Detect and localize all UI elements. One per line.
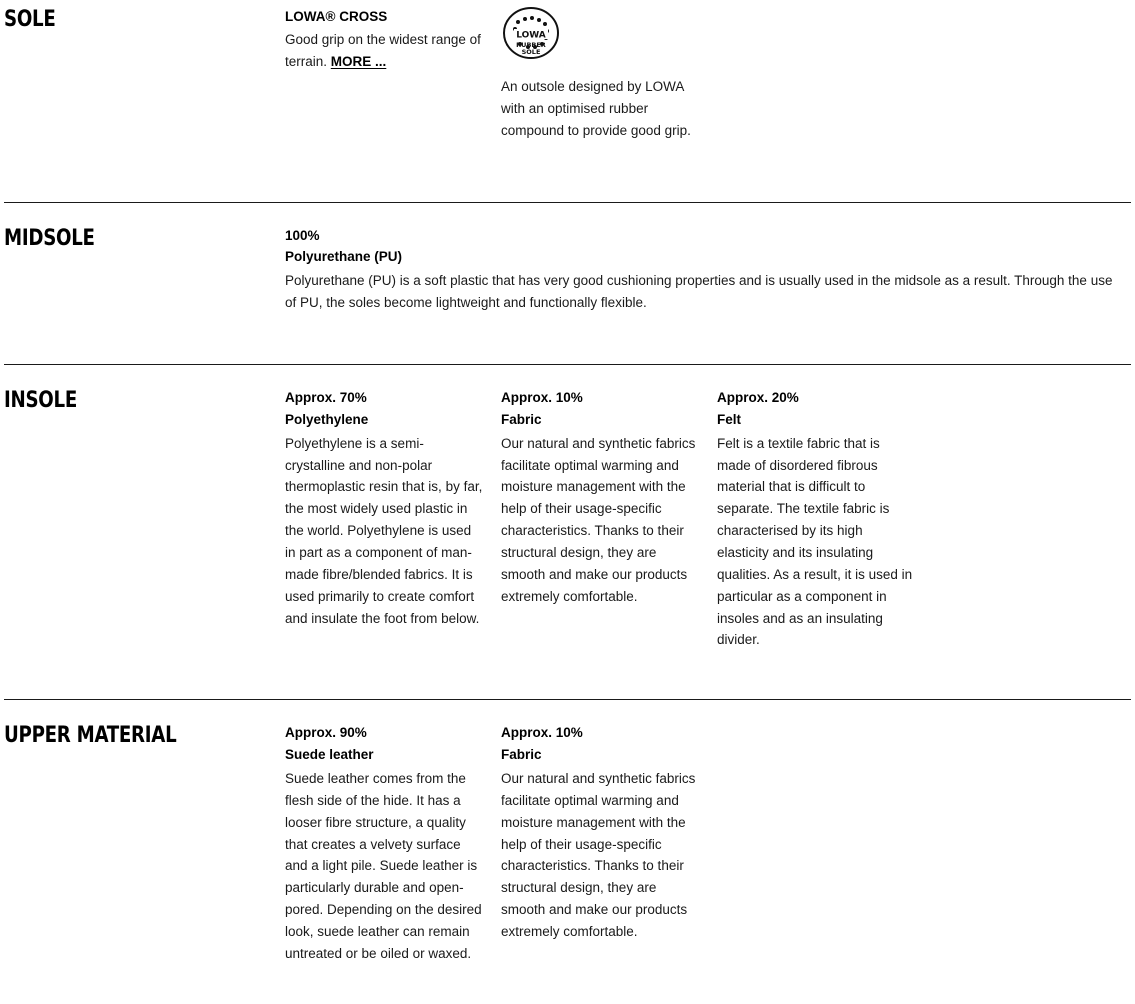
insole-polyethylene-percent: Approx. 70% xyxy=(285,390,367,406)
midsole-pu-percent: 100% xyxy=(285,227,320,243)
section-sole xyxy=(0,0,1135,202)
sole-badge-column xyxy=(501,6,717,142)
svg-text:SOLE: SOLE xyxy=(521,48,541,56)
upper-fabric-percent: Approx. 10% xyxy=(501,725,583,741)
insole-fabric-percent: Approx. 10% xyxy=(501,390,583,406)
sole-cross-text: Good grip on the widest range of terrain. xyxy=(285,31,481,69)
sole-badge-body: An outsole designed by LOWA with an optimised rubber compound to provide good grip. xyxy=(501,79,691,138)
insole-fabric-column xyxy=(501,387,717,608)
upper-fabric-name: Fabric xyxy=(501,747,542,763)
svg-text:LOWA: LOWA xyxy=(516,30,546,41)
insole-felt-body: Felt is a textile fabric that is made of disordered fibrous material that is difficult to separate. The textile fabric is characterised by its high elasticity and its insulating qualities. As a result, it is used in particular as a component in insoles and as an insulating divider. xyxy=(717,435,913,648)
upper-suede-body: Suede leather comes from the flesh side of the hide. It has a looser fibre structure, a quality that creates a velvety surface and a light pile. Suede leather is particularly durable and open-pored. Depending on the desired look, suede leather can remain untreated or be oiled or waxed. xyxy=(285,771,482,961)
sole-more-link[interactable]: MORE ... xyxy=(330,53,387,69)
section-title-upper-material: UPPER MATERIAL xyxy=(4,723,177,749)
insole-fabric-body: Our natural and synthetic fabrics facilitate optimal warming and moisture management with the help of their usage-specific characteristics. Thanks to their structural design, they are smooth and make our products extremely comfortable. xyxy=(501,435,696,604)
insole-polyethylene-column xyxy=(285,387,501,629)
section-midsole xyxy=(0,203,1135,364)
sole-cross-heading: LOWA® CROSS xyxy=(285,9,388,24)
insole-polyethylene-body: Polyethylene is a semi-crystalline and non-polar thermoplastic resin that is, by far, the most widely used plastic in the world. Polyethylene is used in part as a component of man-made fibre/blended fabrics. It is used primarily to create comfort and insulate the foot from below. xyxy=(285,435,483,626)
insole-felt-name: Felt xyxy=(717,411,742,427)
insole-polyethylene-name: Polyethylene xyxy=(285,411,369,427)
upper-suede-column xyxy=(285,722,501,964)
section-title-sole: SOLE xyxy=(4,7,56,32)
insole-felt-column xyxy=(717,387,933,651)
section-title-midsole: MIDSOLE xyxy=(4,225,95,251)
upper-suede-name: Suede leather xyxy=(285,747,374,763)
insole-felt-percent: Approx. 20% xyxy=(717,390,799,406)
upper-suede-percent: Approx. 90% xyxy=(285,725,367,741)
midsole-pu-body: Polyurethane (PU) is a soft plastic that has very good cushioning properties and is usually used in the midsole as a result. Through the use of PU, the soles become lightweight and functionally flexible. xyxy=(285,273,1113,311)
lowa-rubber-sole-icon xyxy=(501,6,699,66)
midsole-pu-column xyxy=(285,225,1135,314)
section-insole xyxy=(0,365,1135,699)
sole-cross-column xyxy=(285,6,501,73)
midsole-pu-name: Polyurethane (PU) xyxy=(285,249,403,265)
section-upper-material xyxy=(0,700,1135,964)
svg-text:RUBBER: RUBBER xyxy=(516,41,546,49)
insole-fabric-name: Fabric xyxy=(501,411,542,427)
upper-fabric-column xyxy=(501,722,717,943)
lowa-rubber-sole-badge-svg xyxy=(501,6,561,66)
sole-cross-body xyxy=(285,29,483,73)
section-title-insole: INSOLE xyxy=(4,388,77,414)
upper-fabric-body: Our natural and synthetic fabrics facilitate optimal warming and moisture management with the help of their usage-specific characteristics. Thanks to their structural design, they are smooth and make our products extremely comfortable. xyxy=(501,771,696,940)
